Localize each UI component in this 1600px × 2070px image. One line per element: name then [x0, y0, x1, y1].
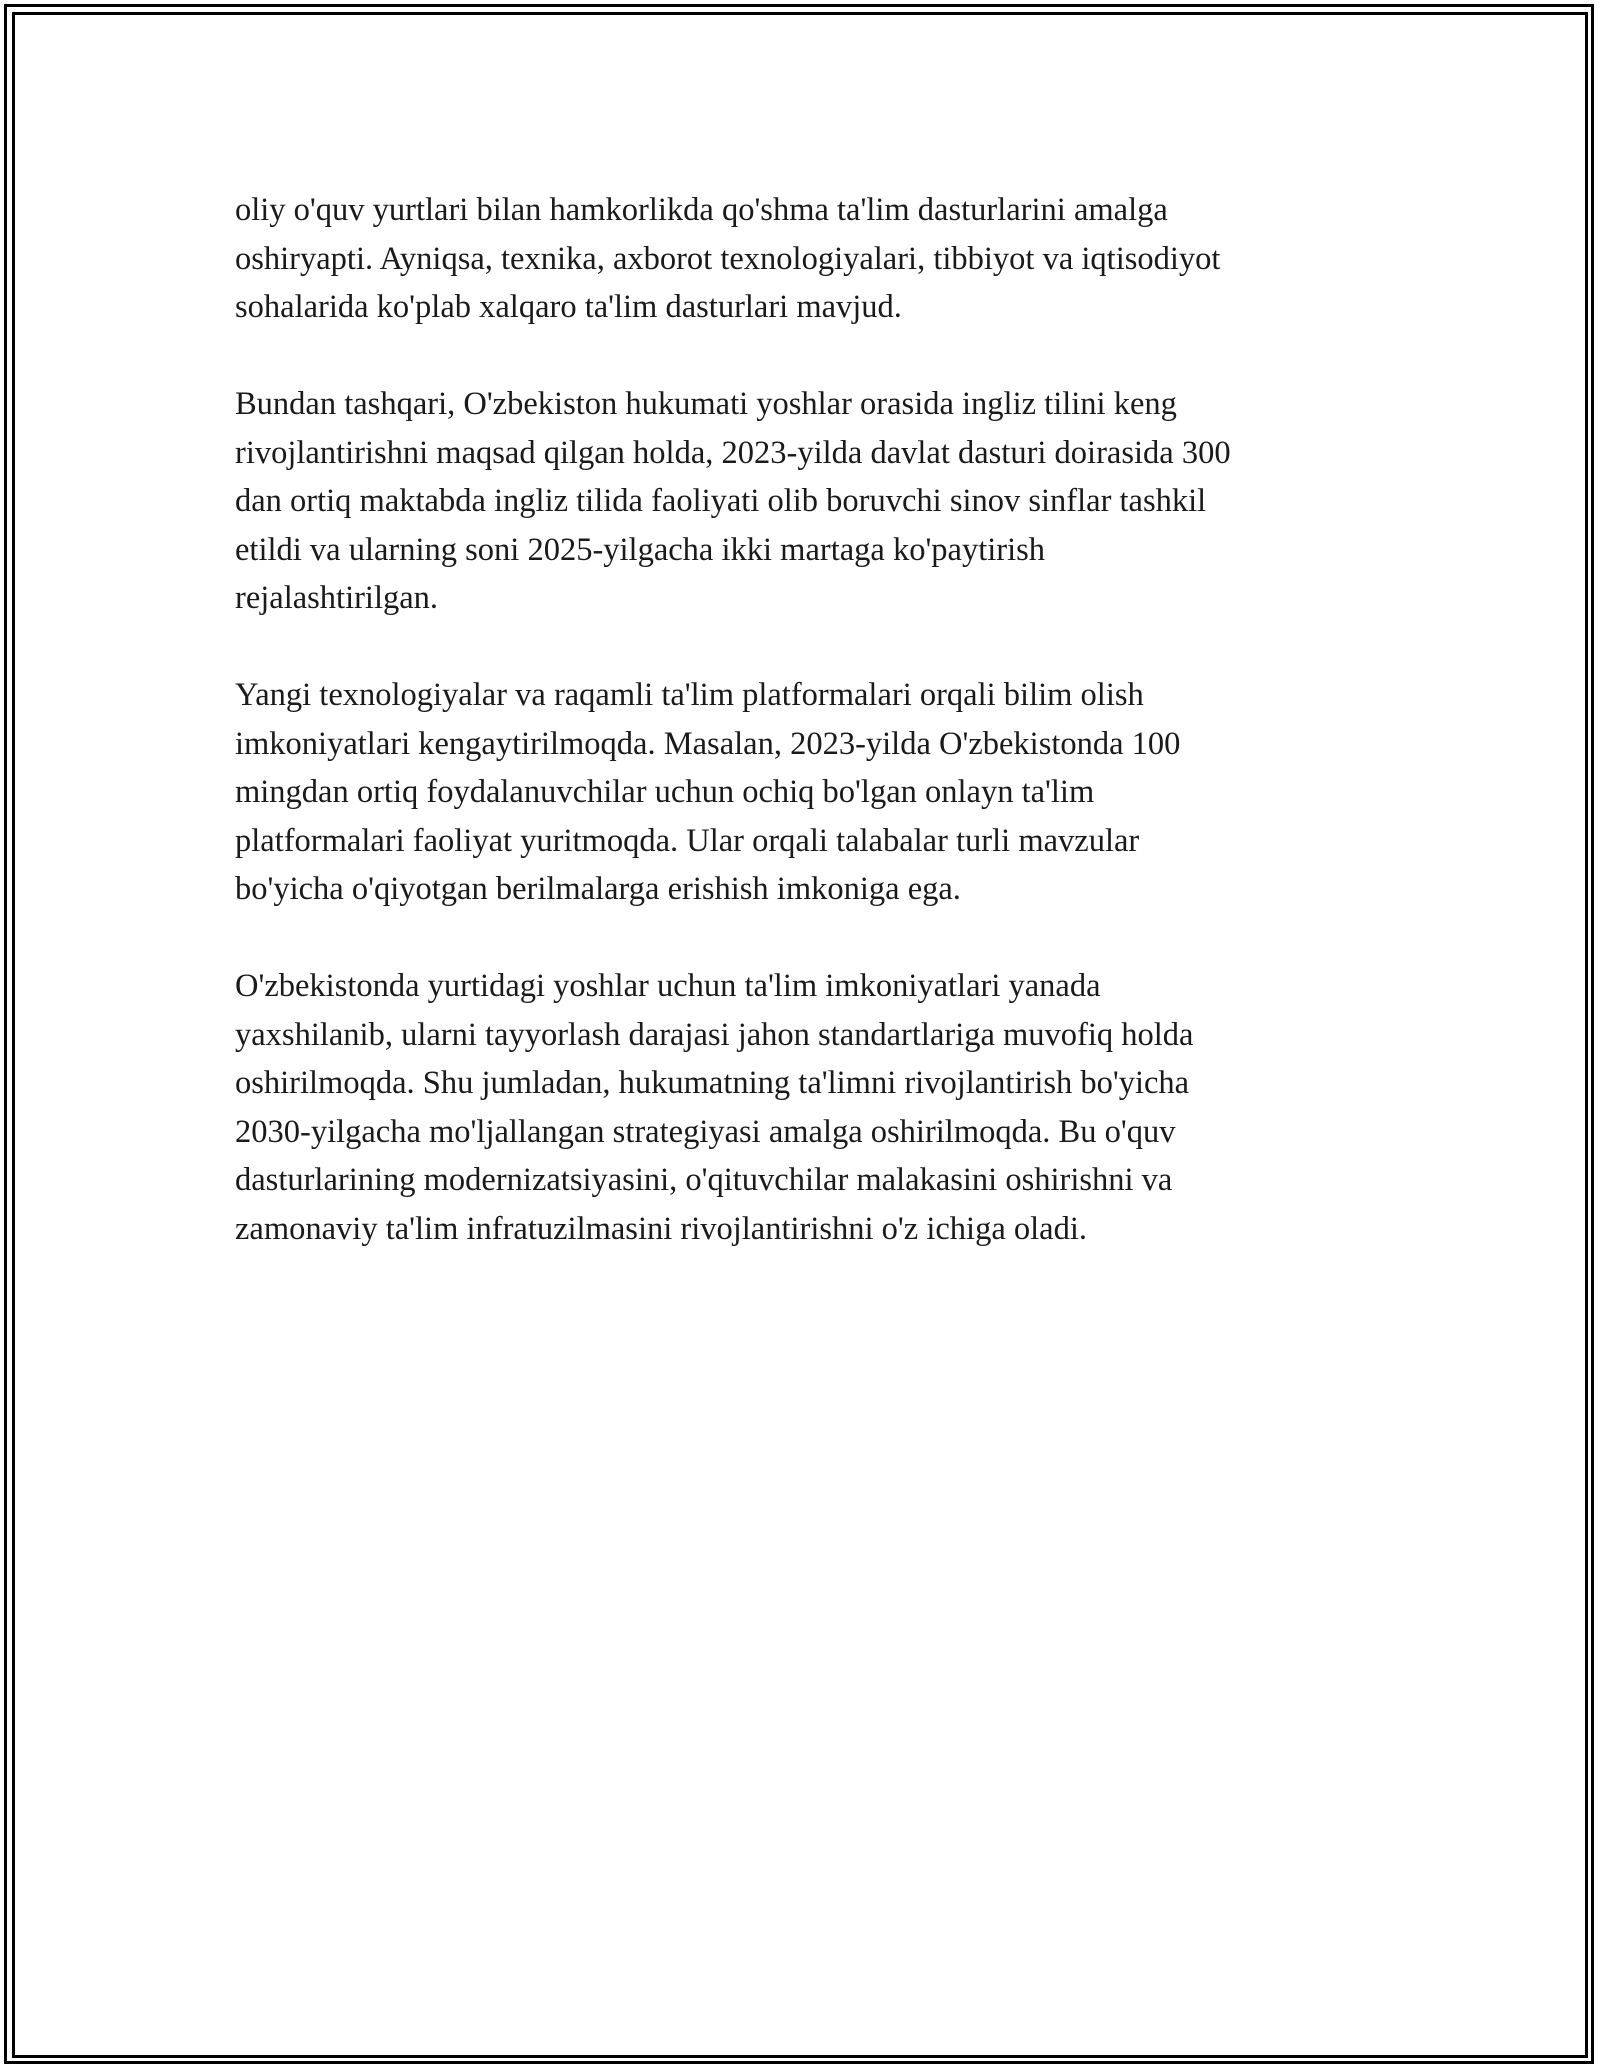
text-line: platformalari faoliyat yuritmoqda. Ular orqali talabalar turli mavzular [235, 822, 1140, 859]
text-line: etildi va ularning soni 2025-yilgacha ikki martaga ko'paytirish [235, 531, 1046, 568]
text-line: Yangi texnologiyalar va raqamli ta'lim platformalari orqali bilim olish [235, 677, 1144, 713]
text-line: yaxshilanib, ularni tayyorlash darajasi jahon standartlariga muvofiq holda [235, 1016, 1194, 1053]
text-line: oshirilmoqda. Shu jumladan, hukumatning ta'limni rivojlantirish bo'yicha [235, 1065, 1190, 1101]
paragraph-3 [235, 671, 1365, 914]
text-line: oshiryapti. Ayniqsa, texnika, axborot texnologiyalari, tibbiyot va iqtisodiyot [235, 240, 1221, 277]
text-line: O'zbekistonda yurtidagi yoshlar uchun ta'lim imkoniyatlari yanada [235, 968, 1101, 1004]
document-body [235, 186, 1365, 1302]
text-line: mingdan ortiq foydalanuvchilar uchun ochiq bo'lgan onlayn ta'lim [235, 774, 1095, 810]
text-line: rivojlantirishni maqsad qilgan holda, 2023-yilda davlat dasturi doirasida 300 [235, 434, 1231, 471]
text-line: sohalarida ko'plab xalqaro ta'lim dasturlari mavjud. [235, 289, 902, 325]
text-line: Bundan tashqari, O'zbekiston hukumati yoshlar orasida ingliz tilini keng [235, 386, 1177, 422]
text-line: rejalashtirilgan. [235, 580, 439, 616]
text-line: dasturlarining modernizatsiyasini, o'qituvchilar malakasini oshirishni va [235, 1162, 1173, 1198]
paragraph-4 [235, 962, 1365, 1253]
text-line: 2030-yilgacha mo'ljallangan strategiyasi amalga oshirilmoqda. Bu o'quv [235, 1113, 1176, 1150]
text-line: dan ortiq maktabda ingliz tilida faoliyati olib boruvchi sinov sinflar tashkil [235, 483, 1207, 519]
text-line: oliy o'quv yurtlari bilan hamkorlikda qo'shma ta'lim dasturlarini amalga [235, 192, 1168, 228]
paragraph-1 [235, 186, 1365, 332]
text-line: bo'yicha o'qiyotgan berilmalarga erishish imkoniga ega. [235, 871, 961, 907]
text-line: imkoniyatlari kengaytirilmoqda. Masalan, 2023-yilda O'zbekistonda 100 [235, 725, 1181, 762]
text-line: zamonaviy ta'lim infratuzilmasini rivojlantirishni o'z ichiga oladi. [235, 1210, 1087, 1247]
paragraph-2 [235, 380, 1365, 623]
